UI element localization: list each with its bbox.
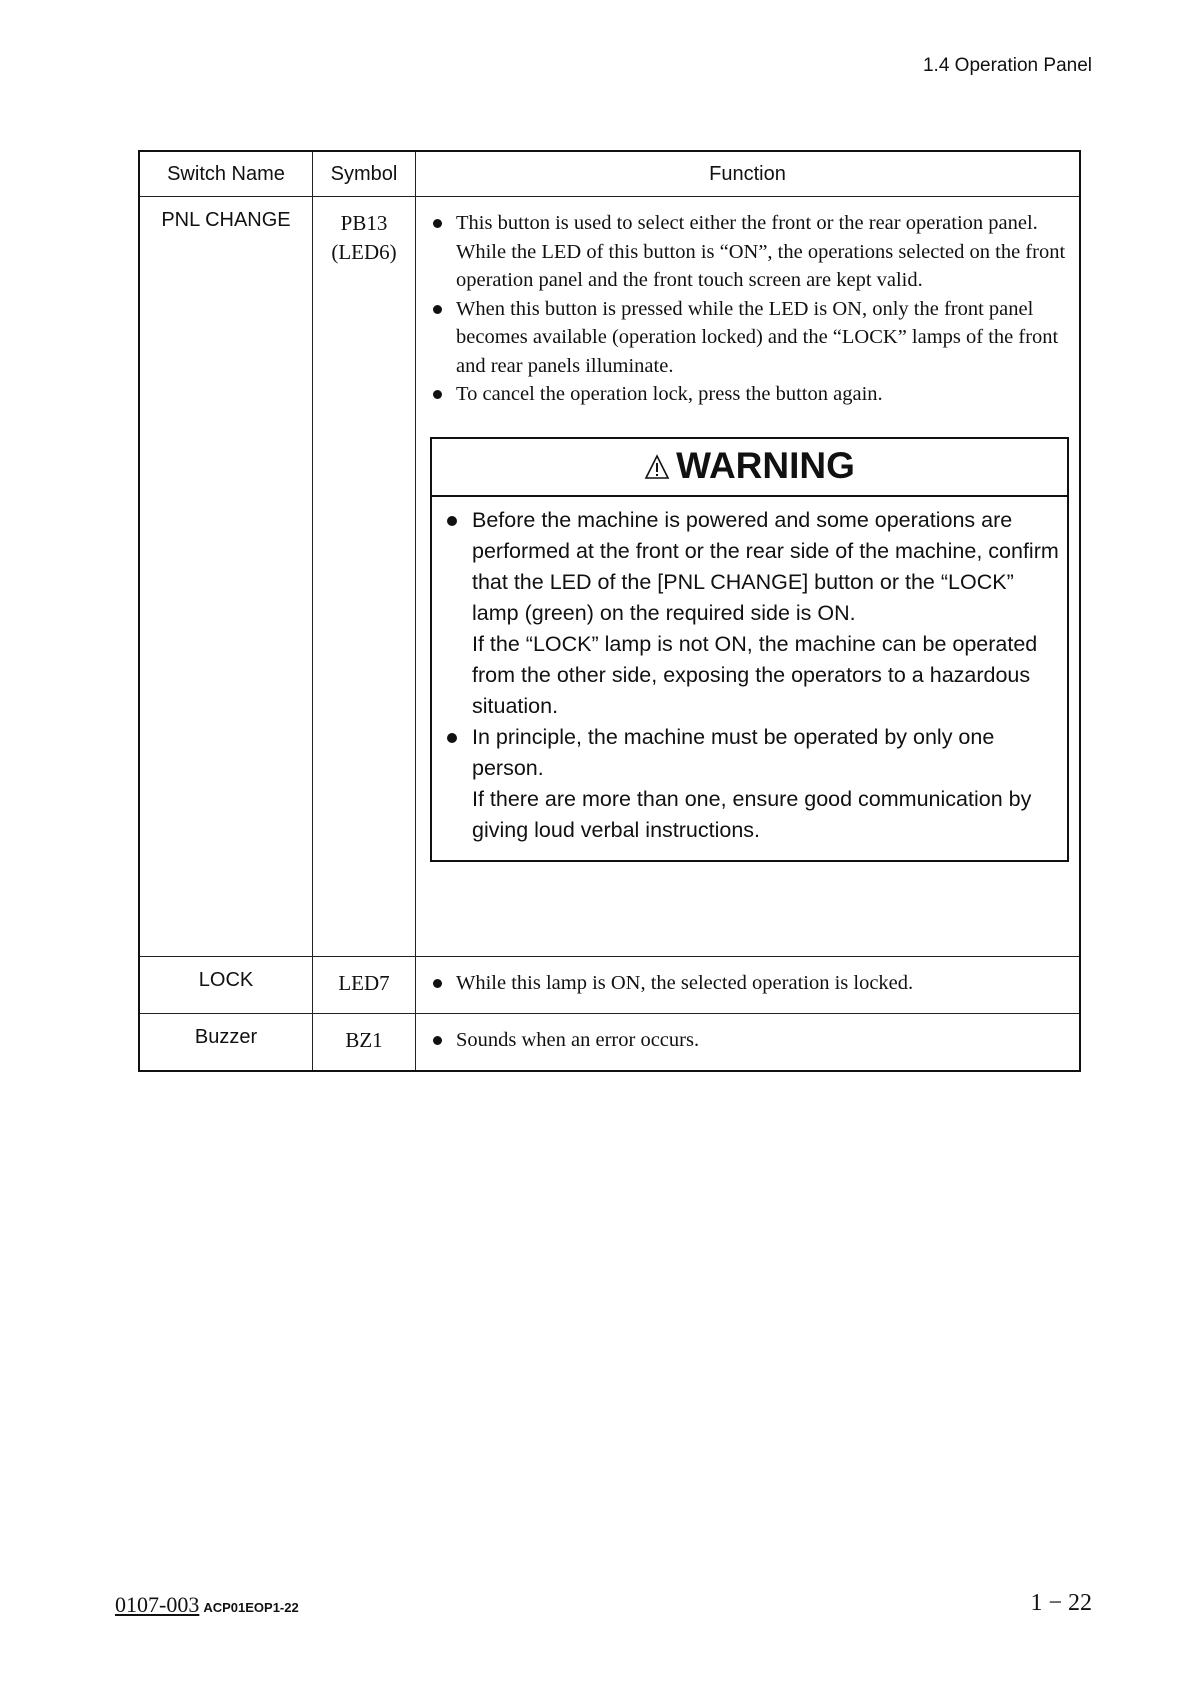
table-header-row: [139, 151, 1080, 197]
switch-name: Buzzer: [139, 1014, 313, 1071]
list-item: [430, 295, 1069, 381]
list-item: [430, 1026, 1069, 1055]
bullet-text: While this lamp is ON, the selected operation is locked.: [456, 972, 914, 994]
list-item: [430, 380, 1069, 409]
switch-name: PNL CHANGE: [139, 197, 313, 957]
bullet-text: To cancel the operation lock, press the button again.: [456, 383, 883, 405]
warning-text: Before the machine is powered and some operations are performed at the front or the rear side of the machine, confirm that the LED of the [PNL CHANGE] button or the “LOCK” lamp (green) on the required side is ON.: [472, 507, 1059, 625]
warning-triangle-icon: [644, 454, 670, 480]
table-row: [139, 197, 1080, 957]
warning-text: If there are more than one, ensure good communication by giving loud verbal instructions.: [472, 786, 1032, 842]
warning-box: [430, 437, 1069, 862]
symbol-line: (LED6): [331, 240, 397, 264]
bullet-icon: [433, 219, 442, 228]
bullet-text: This button is used to select either the front or the rear operation panel.: [456, 212, 1038, 234]
symbol-line: PB13: [340, 211, 388, 235]
column-header-symbol: Symbol: [313, 151, 416, 197]
symbol: BZ1: [313, 1014, 416, 1071]
warning-text: In principle, the machine must be operated by only one person.: [472, 724, 995, 780]
column-header-function: Function: [416, 151, 1081, 197]
page-number: 1 − 22: [1030, 1590, 1092, 1616]
list-item: [430, 969, 1069, 998]
switch-name: LOCK: [139, 957, 313, 1014]
list-item: [430, 209, 1069, 295]
table-row: [139, 1014, 1080, 1071]
function-cell: [416, 1014, 1081, 1071]
bullet-text: When this button is pressed while the LED is ON, only the front panel becomes available (operation locked) and the “LOCK” lamps of the front and rear panels illuminate.: [456, 297, 1059, 377]
warning-text: If the “LOCK” lamp is not ON, the machine can be operated from the other side, exposing the operators to a hazardous situation.: [472, 631, 1038, 718]
function-cell: [416, 957, 1081, 1014]
doc-id: ACP01EOP1-22: [203, 1600, 299, 1615]
list-item: [444, 722, 1061, 846]
function-cell: [416, 197, 1081, 957]
bullet-icon: [433, 390, 442, 399]
symbol: LED7: [313, 957, 416, 1014]
bullet-text: Sounds when an error occurs.: [456, 1029, 700, 1051]
bullet-icon: [433, 979, 442, 988]
bullet-icon: [447, 733, 457, 743]
list-item: [444, 505, 1061, 722]
bullet-icon: [447, 516, 457, 526]
bullet-text: While the LED of this button is “ON”, the operations selected on the front operation panel and the front touch screen are kept valid.: [456, 240, 1066, 291]
doc-code: 0107-003: [115, 1592, 200, 1617]
footer-doc-ref: [115, 1592, 299, 1618]
symbol: [313, 197, 416, 957]
table-row: [139, 957, 1080, 1014]
warning-title: [432, 439, 1067, 497]
bullet-icon: [433, 1036, 442, 1045]
switch-table: [138, 150, 1081, 1072]
column-header-switch-name: Switch Name: [139, 151, 313, 197]
section-header: 1.4 Operation Panel: [922, 55, 1092, 76]
bullet-icon: [433, 305, 442, 314]
warning-title-text: WARNING: [676, 445, 855, 487]
